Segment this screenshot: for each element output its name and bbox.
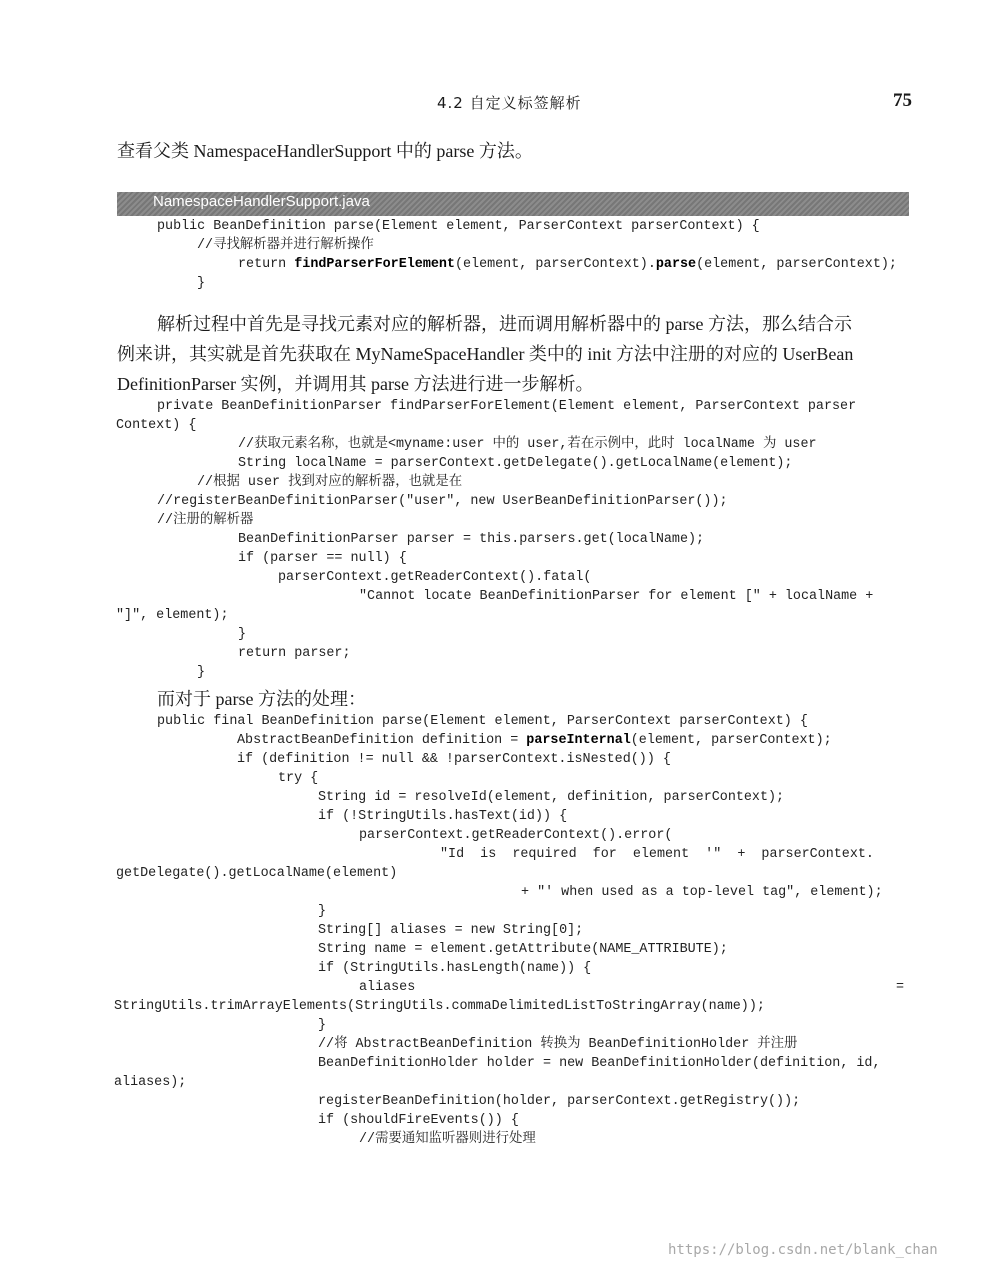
code-line: try { — [278, 771, 319, 786]
code-line: return findParserForElement(element, parserContext).parse(element, parserContext); — [238, 257, 897, 272]
code-line: Context) { — [116, 418, 197, 433]
explanation-line: DefinitionParser 实例，并调用其 parse 方法进行进一步解析。 — [117, 374, 594, 394]
code-line: return parser; — [238, 646, 351, 661]
code-line: } — [197, 665, 206, 680]
code-line: if (shouldFireEvents()) { — [318, 1113, 519, 1128]
section-title: 4.2 自定义标签解析 — [437, 94, 582, 112]
code-line: BeanDefinitionParser parser = this.parsers.get(localName); — [238, 532, 705, 547]
code-line: } — [318, 904, 327, 919]
code-comment: //registerBeanDefinitionParser("user", new UserBeanDefinitionParser()); — [157, 494, 728, 509]
code-line: public final BeanDefinition parse(Element element, ParserContext parserContext) { — [157, 714, 808, 729]
code-file-banner — [117, 192, 909, 216]
code-line: } — [318, 1018, 327, 1033]
code-line: "]", element); — [116, 608, 229, 623]
code-comment: //寻找解析器并进行解析操作 — [197, 238, 374, 253]
code-comment: //将 AbstractBeanDefinition 转换为 BeanDefinitionHolder 并注册 — [318, 1037, 798, 1052]
code-line: if (!StringUtils.hasText(id)) { — [318, 809, 568, 824]
code-comment: //获取元素名称，也就是<myname:user 中的 user,若在示例中，此时 localName 为 user — [238, 437, 817, 452]
code-line: = — [896, 980, 905, 995]
code-line: String[] aliases = new String[0]; — [318, 923, 584, 938]
code-line: aliases — [359, 980, 416, 995]
code-line: String name = element.getAttribute(NAME_ATTRIBUTE); — [318, 942, 728, 957]
code-line: BeanDefinitionHolder holder = new BeanDefinitionHolder(definition, id, — [318, 1056, 881, 1071]
code-line: "Id is required for element '" + parserContext. — [440, 847, 874, 862]
intro-paragraph: 查看父类 NamespaceHandlerSupport 中的 parse 方法。 — [117, 141, 533, 161]
code-line: if (StringUtils.hasLength(name)) { — [318, 961, 592, 976]
code-line: if (parser == null) { — [238, 551, 407, 566]
code-line: if (definition != null && !parserContext.isNested()) { — [237, 752, 671, 767]
code-line: parserContext.getReaderContext().error( — [359, 828, 673, 843]
code-filename: NamespaceHandlerSupport.java — [153, 193, 370, 210]
code-line: registerBeanDefinition(holder, parserContext.getRegistry()); — [318, 1094, 801, 1109]
explanation-line: 解析过程中首先是寻找元素对应的解析器，进而调用解析器中的 parse 方法，那么结合示 — [157, 314, 852, 334]
code-line: AbstractBeanDefinition definition = parseInternal(element, parserContext); — [237, 733, 832, 748]
code-line: private BeanDefinitionParser findParserForElement(Element element, ParserContext parser — [157, 399, 857, 414]
parse-heading: 而对于 parse 方法的处理： — [157, 689, 366, 709]
code-line: public BeanDefinition parse(Element element, ParserContext parserContext) { — [157, 219, 760, 234]
code-comment: //需要通知监听器则进行处理 — [359, 1132, 536, 1147]
code-comment: //根据 user 找到对应的解析器，也就是在 — [197, 475, 463, 490]
code-line: getDelegate().getLocalName(element) — [116, 866, 398, 881]
page-header — [0, 92, 1000, 116]
code-line: parserContext.getReaderContext().fatal( — [278, 570, 592, 585]
code-line: StringUtils.trimArrayElements(StringUtils.commaDelimitedListToStringArray(name)); — [114, 999, 765, 1014]
code-line: String localName = parserContext.getDelegate().getLocalName(element); — [238, 456, 793, 471]
watermark: https://blog.csdn.net/blank_chan — [668, 1242, 938, 1258]
code-line: "Cannot locate BeanDefinitionParser for element [" + localName + — [359, 589, 874, 604]
page-number: 75 — [893, 90, 912, 111]
code-line: } — [197, 276, 206, 291]
code-line: String id = resolveId(element, definition, parserContext); — [318, 790, 785, 805]
explanation-line: 例来讲，其实就是首先获取在 MyNameSpaceHandler 类中的 init 方法中注册的对应的 UserBean — [117, 344, 854, 364]
code-line: + "' when used as a top-level tag", element); — [521, 885, 883, 900]
code-line: } — [238, 627, 247, 642]
code-comment: //注册的解析器 — [157, 513, 254, 528]
code-line: aliases); — [114, 1075, 187, 1090]
